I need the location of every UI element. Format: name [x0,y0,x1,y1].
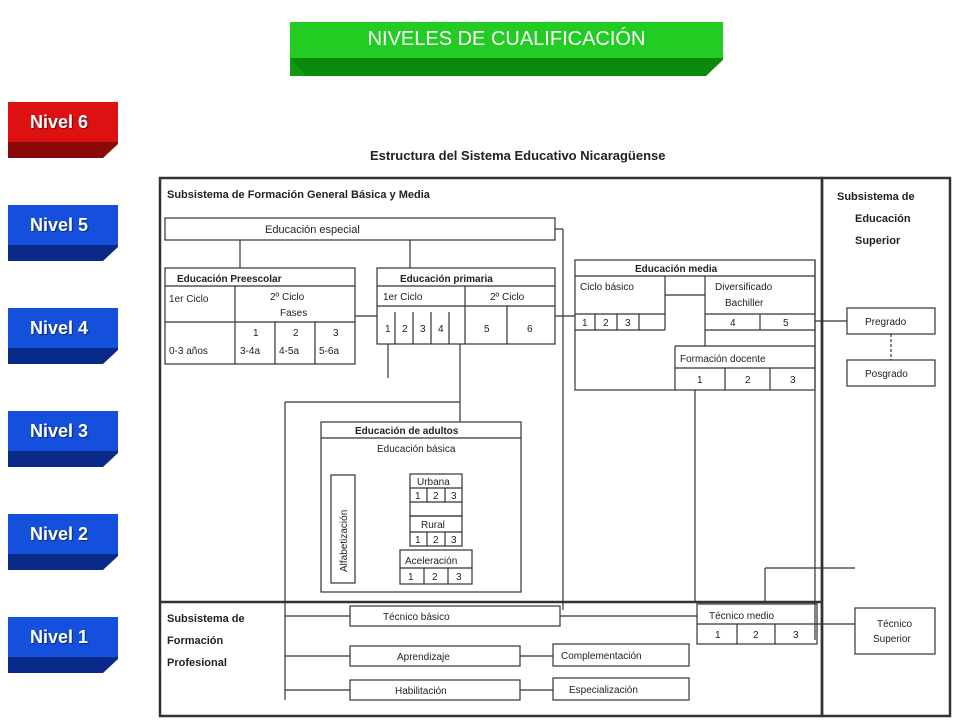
urbana-grade: 2 [433,491,439,502]
level-6-label: Nivel 6 [29,112,89,132]
level-1-label: Nivel 1 [29,627,89,647]
media-basico-grade: 3 [625,318,631,329]
level-4-button[interactable] [8,308,120,366]
preescolar-age-2: 3-4a [240,346,261,357]
level-1-button[interactable] [8,617,120,675]
media-basico: Ciclo básico [580,282,634,293]
profesional-title-line2: Formación [167,635,224,647]
media-div-grade: 4 [730,318,736,329]
level-3-button[interactable] [8,411,120,469]
aceleracion-grade: 1 [408,572,414,583]
aceleracion-grade: 2 [432,572,438,583]
primaria-grade: 5 [484,324,490,335]
rural-label: Rural [421,520,445,531]
media-basico-grade: 1 [582,318,588,329]
especializacion-label: Especialización [569,685,638,696]
preescolar-fase1: 1 [253,328,259,339]
media-div-grade: 5 [783,318,789,329]
preescolar-age-4: 5-6a [319,346,340,357]
profesional-title-line3: Profesional [167,657,227,669]
superior-title-line3: Superior [855,235,901,247]
tecnico-basico-label: Técnico básico [383,612,450,623]
tecnico-medio-grade: 2 [753,630,759,641]
habilitacion-label: Habilitación [395,686,447,697]
urbana-grade: 3 [451,491,457,502]
preescolar-title: Educación Preescolar [177,274,282,285]
preescolar-fase3: 3 [333,328,339,339]
preescolar-age-1: 0-3 años [169,346,208,357]
formacion-grade: 1 [697,375,703,386]
primaria-ciclo2: 2º Ciclo [490,292,525,303]
especial-box [165,218,555,240]
especial-label: Educación especial [265,224,360,236]
primaria-grade: 3 [420,324,426,335]
media-title: Educación media [635,264,718,275]
primaria-ciclo1: 1er Ciclo [383,292,423,303]
formacion-grade: 3 [790,375,796,386]
superior-title-line2: Educación [855,213,911,225]
level-2-label: Nivel 2 [29,524,89,544]
rural-grade: 3 [451,535,457,546]
urbana-label: Urbana [417,477,450,488]
preescolar-age-3: 4-5a [279,346,300,357]
diagram-title: Estructura del Sistema Educativo Nicaragüense [370,148,666,163]
primaria-grade: 4 [438,324,444,335]
media-diversificado: Diversificado [715,282,773,293]
aprendizaje-label: Aprendizaje [397,652,450,663]
posgrado-label: Posgrado [865,369,908,380]
superior-title-line1: Subsistema de [837,191,915,203]
level-4-label: Nivel 4 [29,318,89,338]
preescolar-fase2: 2 [293,328,299,339]
preescolar-ciclo1: 1er Ciclo [169,294,209,305]
tecnico-superior-line2: Superior [873,634,911,645]
tecnico-medio-label: Técnico medio [709,611,775,622]
general-subsystem-frame [160,178,822,716]
primaria-title: Educación primaria [400,274,493,285]
rural-grade: 2 [433,535,439,546]
aceleracion-grade: 3 [456,572,462,583]
tecnico-superior-line1: Técnico [877,619,913,630]
primaria-grade: 2 [402,324,408,335]
media-basico-grade: 2 [603,318,609,329]
profesional-title-line1: Subsistema de [167,613,245,625]
tecnico-medio-grade: 3 [793,630,799,641]
urbana-grade: 1 [415,491,421,502]
level-5-button[interactable] [8,205,120,263]
formacion-docente-label: Formación docente [680,354,766,365]
level-5-label: Nivel 5 [29,215,89,235]
level-6-button[interactable] [8,102,120,160]
preescolar-ciclo2: 2º Ciclo [270,292,305,303]
tecnico-medio-grade: 1 [715,630,721,641]
banner-title: NIVELES DE CUALIFICACIÓN [367,28,646,50]
rural-grade: 1 [415,535,421,546]
adultos-title: Educación de adultos [355,426,459,437]
tecnico-superior-box [855,608,935,654]
complementacion-label: Complementación [561,651,642,662]
media-bachiller: Bachiller [725,298,764,309]
media-box [575,260,815,390]
primaria-grade: 6 [527,324,533,335]
primaria-grade: 1 [385,324,391,335]
preescolar-fases: Fases [280,308,308,319]
general-subsystem-title: Subsistema de Formación General Básica y Media [167,189,430,201]
formacion-grade: 2 [745,375,751,386]
level-2-button[interactable] [8,514,120,572]
alfabetizacion-label: Alfabetización [339,509,350,572]
aceleracion-label: Aceleración [405,556,458,567]
education-structure-diagram [155,140,955,720]
pregrado-label: Pregrado [865,317,907,328]
tecnico-basico-box [350,606,560,626]
level-3-label: Nivel 3 [29,421,89,441]
adultos-basica: Educación básica [377,444,456,455]
